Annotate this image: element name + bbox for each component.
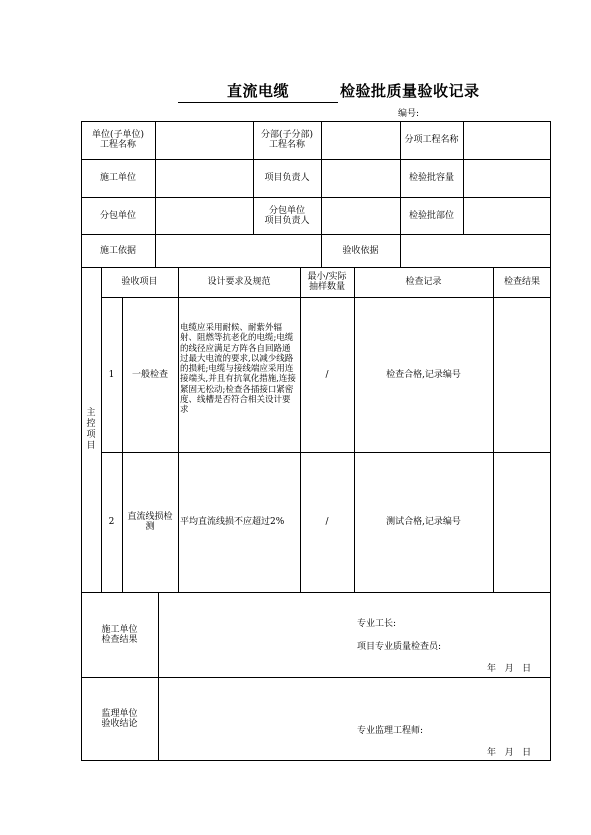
unit-name-value[interactable] — [155, 121, 253, 159]
supervision-label: 监理单位 验收结论 — [101, 709, 138, 729]
subpart-name-label: 分部(子分部) 工程名称 — [260, 130, 314, 150]
page-title — [178, 80, 480, 103]
col-header-record: 检查记录 — [405, 277, 442, 287]
construction-date[interactable]: 年 月 日 — [487, 664, 532, 674]
batch-location-label: 检验批部位 — [408, 210, 454, 221]
main-control-label: 主 控 项 目 — [86, 407, 96, 451]
construction-basis-value[interactable] — [155, 234, 321, 267]
sub-manager-label: 分包单位 项目负责人 — [264, 205, 310, 226]
acceptance-basis-value[interactable] — [400, 234, 551, 267]
title-text: 检验批质量验收记录 — [340, 82, 480, 100]
row-number: 1 — [108, 369, 115, 380]
col-header-item: 验收项目 — [121, 277, 158, 287]
construction-basis-label: 施工依据 — [99, 245, 136, 256]
constructor-label: 施工单位 — [99, 173, 136, 183]
row-result[interactable] — [493, 452, 551, 592]
col-divider — [178, 267, 179, 592]
subcontractor-label: 分包单位 — [99, 210, 136, 221]
subitem-name-value[interactable] — [463, 121, 551, 159]
number-label: 编号: — [398, 109, 420, 119]
sub-manager-value[interactable] — [321, 197, 400, 234]
constructor-value[interactable] — [155, 159, 253, 197]
foreman-signature[interactable]: 专业工长: — [357, 619, 397, 629]
subitem-name-label: 分项工程名称 — [404, 135, 459, 145]
acceptance-basis-label: 验收依据 — [342, 245, 379, 256]
unit-name-label: 单位(子单位) 工程名称 — [91, 130, 145, 150]
row-record[interactable]: 检查合格,记录编号 — [386, 369, 461, 380]
batch-capacity-value[interactable] — [463, 159, 551, 197]
title-project-name: 直流电缆 — [178, 80, 338, 103]
row-requirement: 电缆应采用耐候、耐紫外辐射、阻燃等抗老化的电缆;电缆的线径应满足方阵各自回路通过最大电流的要求,以减少线路的损耗;电缆与接线端应采用连接端头,并且有抗氧化措施,连接紧固无松动;检查各插接口紧密度、线槽是否符合相关设计要求 — [180, 323, 296, 416]
quality-inspector-signature[interactable]: 项目专业质量检查员: — [357, 642, 442, 652]
col-divider — [158, 592, 159, 761]
row-sample[interactable]: / — [325, 369, 329, 380]
batch-location-value[interactable] — [463, 197, 551, 234]
supervising-engineer-signature[interactable]: 专业监理工程师: — [357, 726, 424, 736]
row-sample[interactable]: / — [325, 517, 329, 527]
row-requirement: 平均直流线损不应超过2% — [180, 517, 285, 527]
row-number: 2 — [108, 517, 115, 527]
col-header-sample: 最小/实际 抽样数量 — [307, 272, 347, 292]
subcontractor-value[interactable] — [155, 197, 253, 234]
col-header-requirement: 设计要求及规范 — [207, 277, 271, 287]
row-record[interactable]: 测试合格,记录编号 — [386, 517, 461, 527]
supervision-date[interactable]: 年 月 日 — [487, 748, 532, 758]
construction-check-label: 施工单位 检查结果 — [101, 624, 138, 645]
project-manager-value[interactable] — [321, 159, 400, 197]
row-result[interactable] — [493, 297, 551, 452]
project-manager-label: 项目负责人 — [264, 173, 310, 183]
batch-capacity-label: 检验批容量 — [408, 173, 454, 183]
row-item: 直流线损检测 — [127, 512, 173, 532]
row-item: 一般检查 — [131, 369, 168, 380]
col-header-result: 检查结果 — [503, 277, 540, 287]
subpart-name-value[interactable] — [321, 121, 400, 159]
